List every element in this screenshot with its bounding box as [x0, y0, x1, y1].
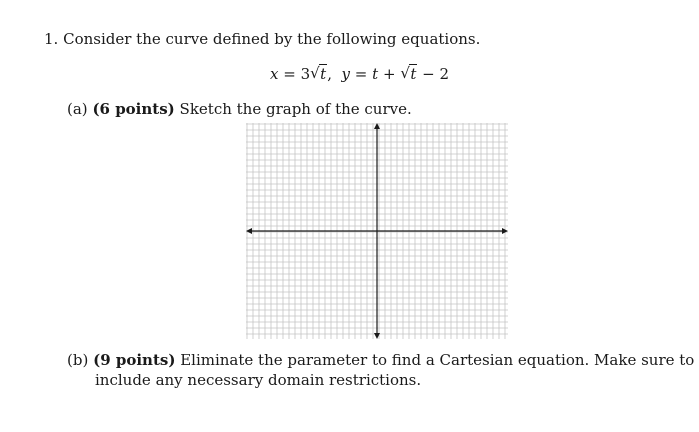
part-a-points: (6 points)	[92, 100, 175, 118]
equals-sign-2: =	[354, 65, 368, 83]
x-variable: x	[270, 65, 279, 83]
part-a-text: Sketch the graph of the curve.	[179, 100, 412, 118]
part-a-prompt	[67, 100, 412, 118]
equals-sign: =	[283, 65, 296, 83]
part-b-prompt	[67, 351, 694, 369]
minus-two: − 2	[422, 65, 450, 83]
coordinate-grid[interactable]	[246, 123, 508, 339]
part-b-points: (9 points)	[93, 351, 176, 369]
x-coefficient: 3	[300, 65, 311, 83]
sqrt-argument: t	[320, 65, 327, 83]
part-a-label: (a)	[67, 100, 88, 118]
sqrt-expression-x: √ t	[310, 64, 327, 83]
part-b-text-line1: Eliminate the parameter to find a Cartesian equation. Make sure to	[180, 351, 695, 369]
part-b-label: (b)	[67, 351, 89, 369]
plus-sign: +	[382, 65, 396, 83]
y-t-term: t	[372, 65, 379, 83]
problem-number: 1.	[44, 30, 59, 48]
parametric-equations	[270, 65, 449, 83]
sqrt-expression-y: √ t	[400, 64, 417, 83]
problem-heading	[44, 30, 480, 48]
problem-intro: Consider the curve defined by the following equations.	[63, 30, 481, 48]
part-b-text-line2: include any necessary domain restrictions.	[95, 371, 422, 389]
sqrt-argument-2: t	[410, 65, 417, 83]
separator-comma: ,	[327, 65, 332, 83]
part-b-continuation	[95, 371, 421, 389]
y-variable: y	[341, 65, 350, 83]
